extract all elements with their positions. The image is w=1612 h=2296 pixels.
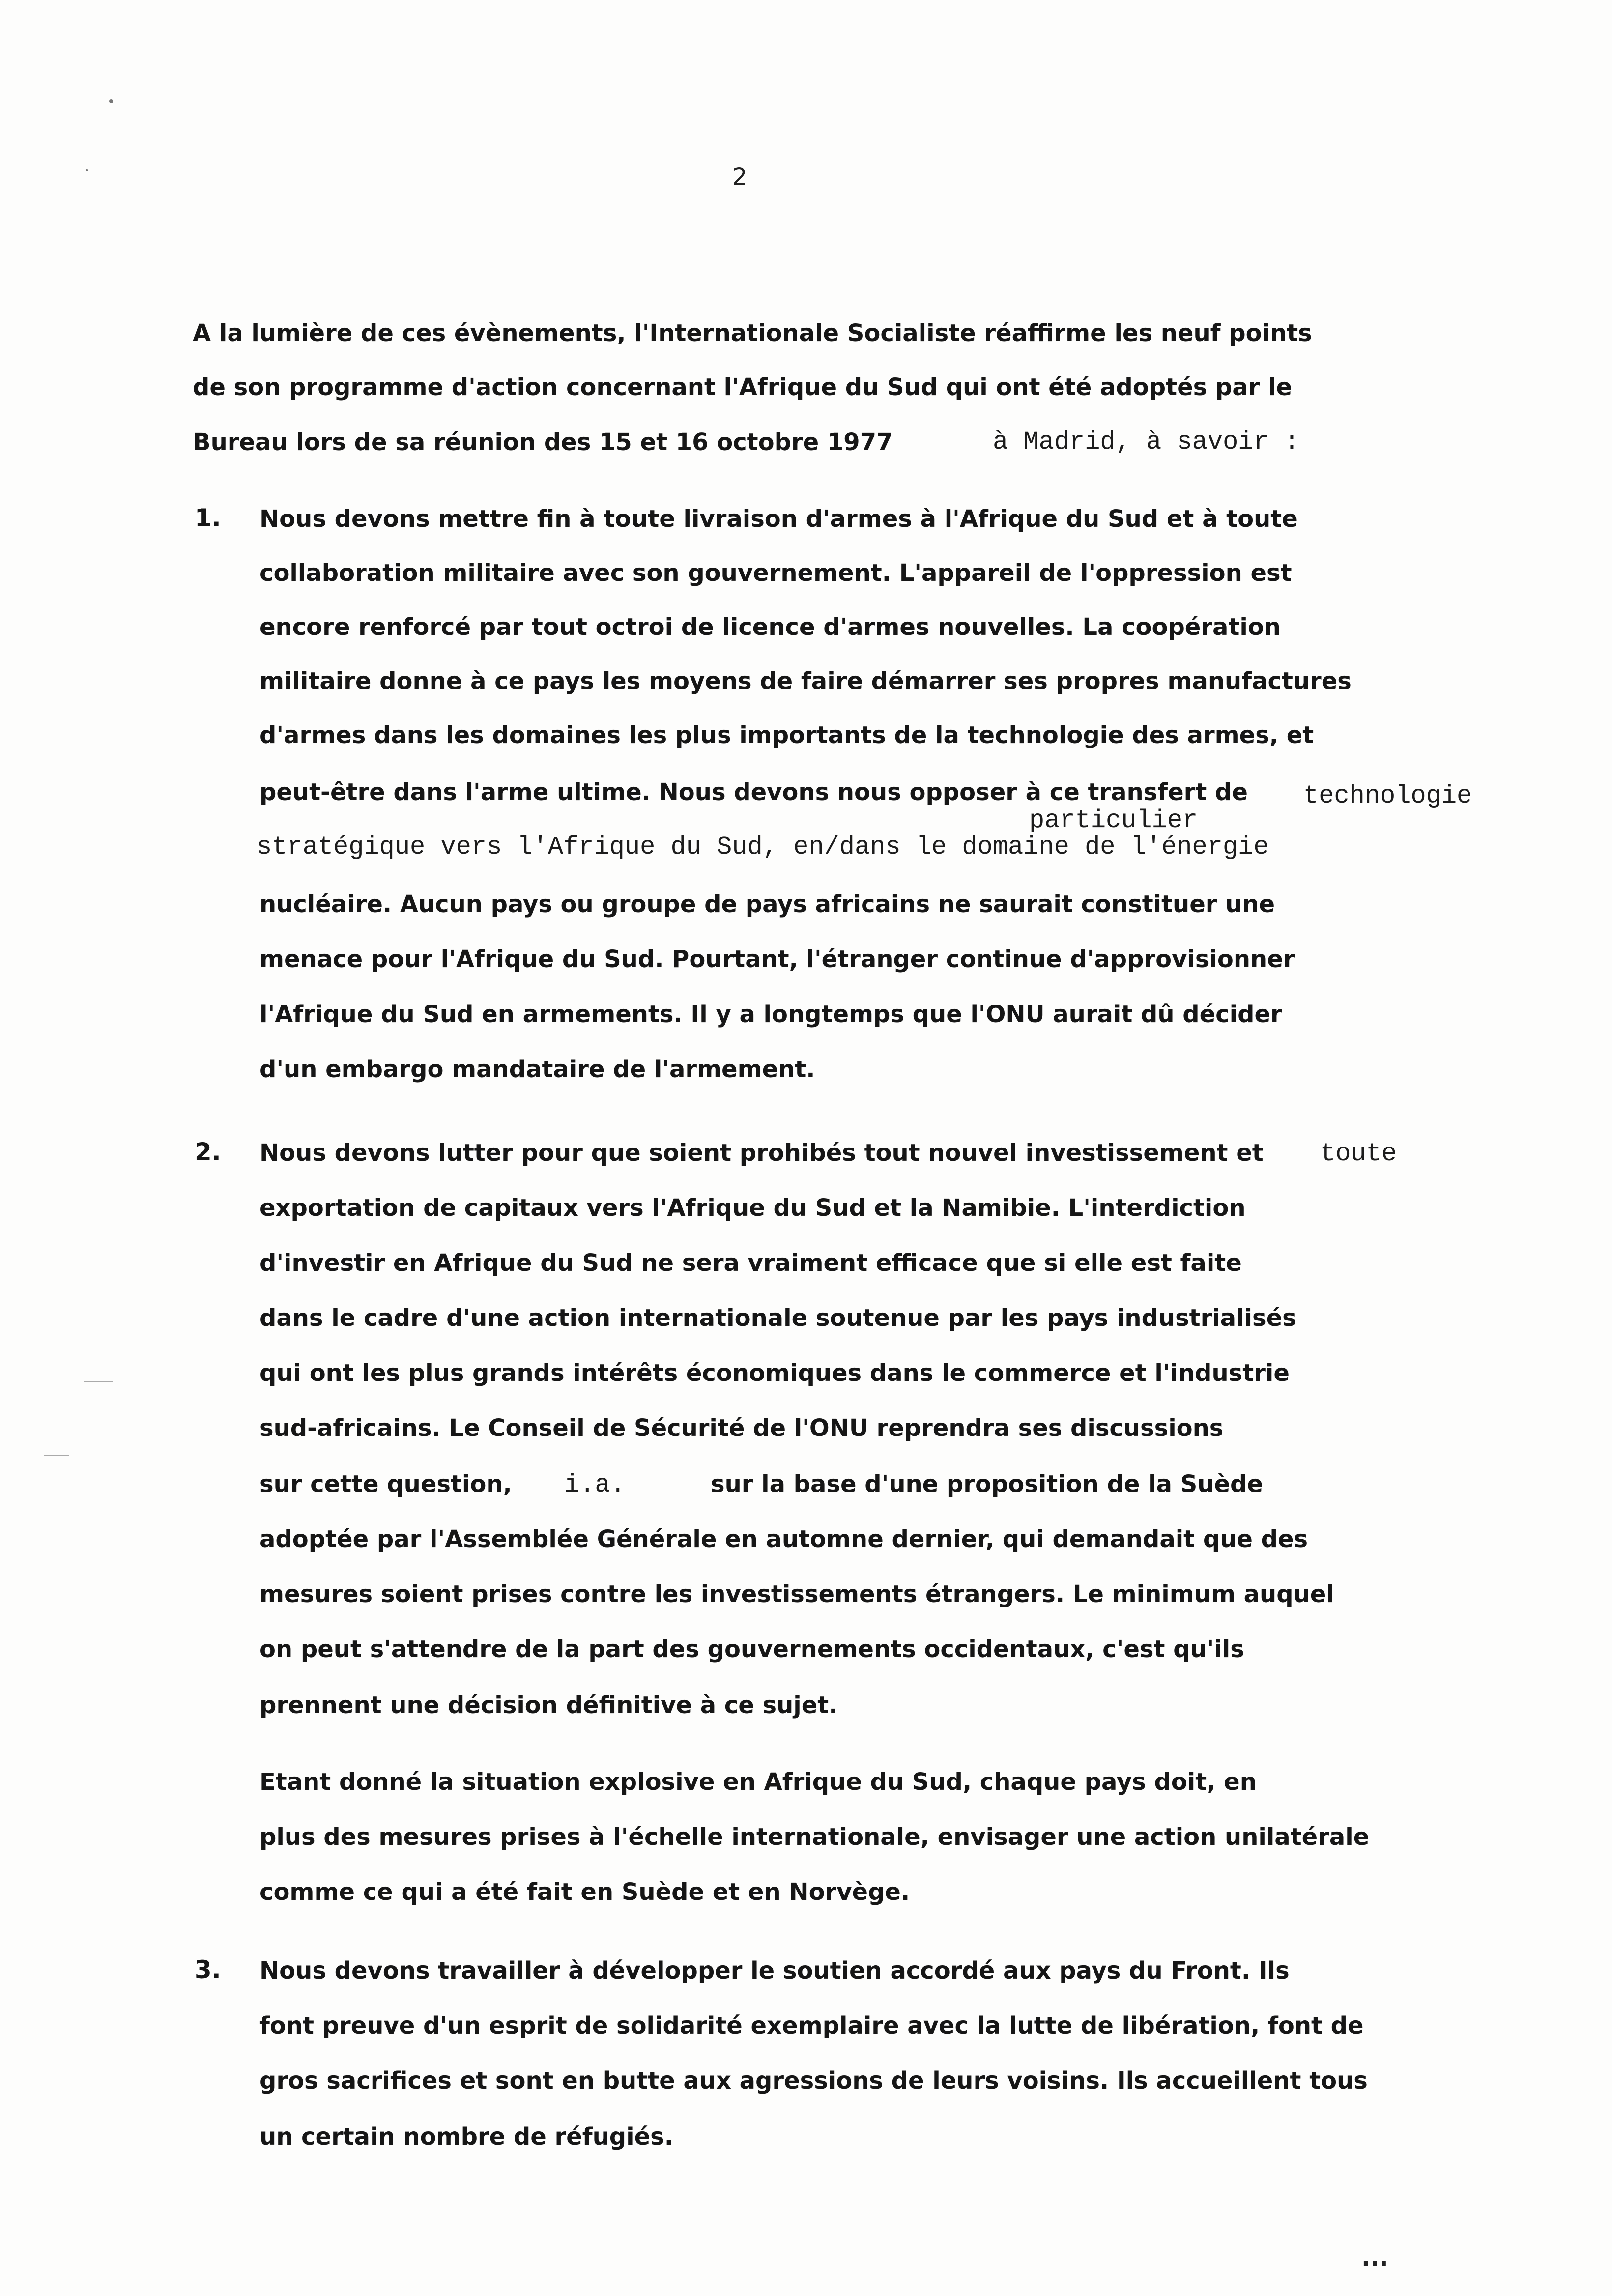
point-number: 1.: [195, 504, 221, 532]
point2-typed-insert: i.a.: [564, 1470, 626, 1499]
point2-para2-line: Etant donné la situation explosive en Afrique du Sud, chaque pays doit, en: [259, 1768, 1257, 1796]
point1-line: collaboration militaire avec son gouvernement. L'appareil de l'oppression est: [259, 559, 1292, 587]
point2-line: sud-africains. Le Conseil de Sécurité de l'ONU reprendra ses discussions: [259, 1414, 1224, 1442]
scan-speck: [109, 99, 113, 103]
point1-typed-line: stratégique vers l'Afrique du Sud, en/dans le domaine de l'énergie: [257, 832, 1269, 861]
point2-typed-word: toute: [1320, 1139, 1397, 1168]
point2-line: Nous devons lutter pour que soient prohibés tout nouvel investissement et: [259, 1139, 1264, 1167]
point1-typed-insert: particulier: [1029, 806, 1198, 835]
intro-line: de son programme d'action concernant l'Afrique du Sud qui ont été adoptés par le: [193, 373, 1293, 401]
point1-line: militaire donne à ce pays les moyens de faire démarrer ses propres manufactures: [259, 667, 1352, 695]
intro-line: Bureau lors de sa réunion des 15 et 16 octobre 1977: [193, 429, 893, 456]
point1-typed-word: technologie: [1303, 781, 1472, 810]
point-number: 2.: [195, 1138, 221, 1166]
point2-line: on peut s'attendre de la part des gouvernements occidentaux, c'est qu'ils: [259, 1636, 1244, 1663]
point2-para2-line: comme ce qui a été fait en Suède et en Norvège.: [259, 1878, 910, 1906]
scan-speck: [86, 169, 88, 171]
scan-mark: [84, 1381, 113, 1382]
point2-line: d'investir en Afrique du Sud ne sera vraiment efficace que si elle est faite: [259, 1249, 1242, 1277]
point1-line: menace pour l'Afrique du Sud. Pourtant, l'étranger continue d'approvisionner: [259, 946, 1295, 973]
intro-line: A la lumière de ces évènements, l'Internationale Socialiste réaffirme les neuf points: [193, 319, 1312, 347]
point1-line: peut-être dans l'arme ultime. Nous devons nous opposer à ce transfert de: [259, 778, 1248, 806]
intro-typed-insert: à Madrid, à savoir :: [993, 428, 1300, 457]
point3-line: un certain nombre de réfugiés.: [259, 2123, 673, 2151]
continuation-mark: ...: [1361, 2244, 1388, 2271]
point1-line: d'un embargo mandataire de l'armement.: [259, 1056, 815, 1083]
point2-line: sur cette question,: [259, 1470, 512, 1498]
point1-line: nucléaire. Aucun pays ou groupe de pays africains ne saurait constituer une: [259, 890, 1275, 918]
point3-line: Nous devons travailler à développer le soutien accordé aux pays du Front. Ils: [259, 1957, 1290, 1984]
point3-line: gros sacrifices et sont en butte aux agressions de leurs voisins. Ils accueillent tous: [259, 2067, 1368, 2095]
scan-mark: [44, 1455, 69, 1456]
point2-para2-line: plus des mesures prises à l'échelle internationale, envisager une action unilatérale: [259, 1823, 1370, 1851]
point-number: 3.: [195, 1955, 221, 1984]
point2-line: prennent une décision définitive à ce sujet.: [259, 1692, 838, 1719]
point1-line: encore renforcé par tout octroi de licence d'armes nouvelles. La coopération: [259, 613, 1281, 641]
point1-line: l'Afrique du Sud en armements. Il y a longtemps que l'ONU aurait dû décider: [259, 1001, 1282, 1028]
point2-line: qui ont les plus grands intérêts économiques dans le commerce et l'industrie: [259, 1359, 1290, 1387]
point1-line: d'armes dans les domaines les plus importants de la technologie des armes, et: [259, 721, 1314, 749]
point3-line: font preuve d'un esprit de solidarité exemplaire avec la lutte de libération, font de: [259, 2012, 1364, 2039]
point2-line: mesures soient prises contre les investissements étrangers. Le minimum auquel: [259, 1580, 1334, 1608]
point2-line: sur la base d'une proposition de la Suède: [711, 1470, 1263, 1498]
point2-line: exportation de capitaux vers l'Afrique du Sud et la Namibie. L'interdiction: [259, 1194, 1246, 1222]
point2-line: dans le cadre d'une action internationale soutenue par les pays industrialisés: [259, 1304, 1296, 1332]
point1-line: Nous devons mettre fin à toute livraison d'armes à l'Afrique du Sud et à toute: [259, 505, 1298, 533]
page-number: 2: [732, 163, 748, 191]
point2-line: adoptée par l'Assemblée Générale en automne dernier, qui demandait que des: [259, 1525, 1308, 1553]
